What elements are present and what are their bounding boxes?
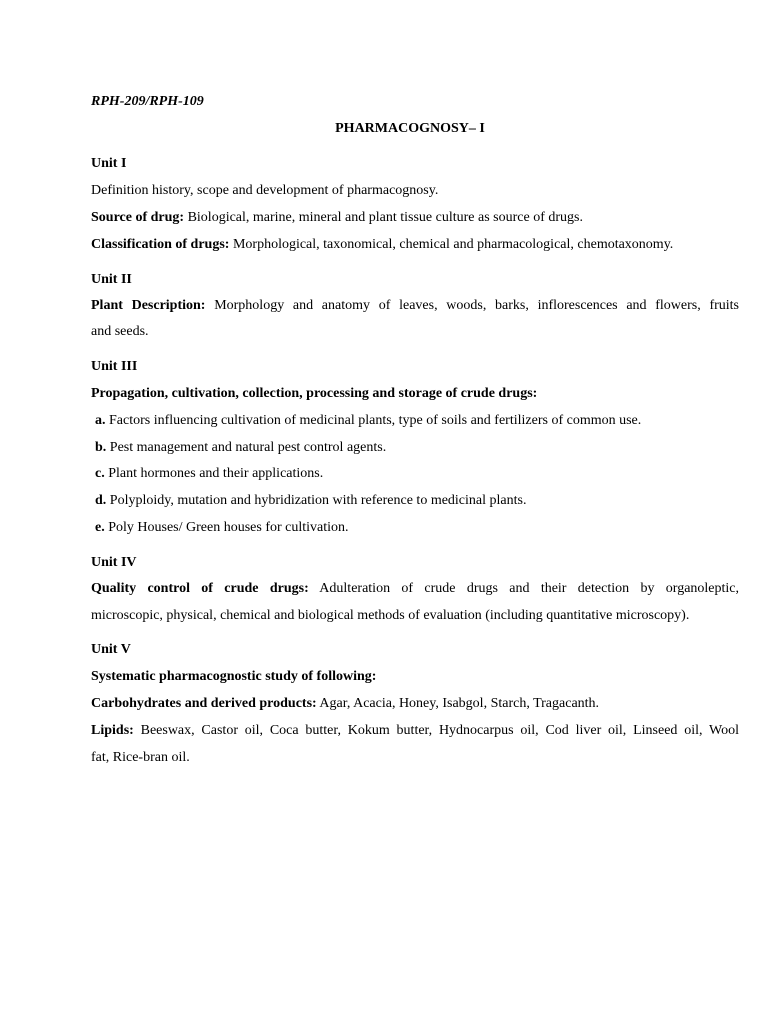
unit-5-heading: Unit V <box>91 642 131 657</box>
item-text: Pest management and natural pest control agents. <box>106 440 387 455</box>
unit-3-subheading: Propagation, cultivation, collection, processing and storage of crude drugs: <box>91 386 538 401</box>
unit-5-lipids-line-2: fat, Rice-bran oil. <box>91 750 190 765</box>
page-title: PHARMACOGNOSY– I <box>335 121 485 136</box>
item-text: Plant hormones and their applications. <box>104 466 324 481</box>
plant-label: Plant Description: <box>91 298 206 313</box>
unit-1-source <box>91 209 583 227</box>
item-marker: d. <box>95 493 107 508</box>
qc-text-1: Adulteration of crude drugs and their detection by organoleptic, <box>308 581 740 596</box>
unit-5-subheading: Systematic pharmacognostic study of following: <box>91 669 377 684</box>
item-marker: e. <box>95 520 105 535</box>
source-label: Source of drug: <box>91 210 185 225</box>
unit-4-qc-line-1 <box>91 580 739 598</box>
unit-4-qc-line-2: microscopic, physical, chemical and biological methods of evaluation (including quantitative microscopy). <box>91 608 690 623</box>
unit-3-item-c <box>95 465 323 483</box>
course-code: RPH-209/RPH-109 <box>91 94 204 109</box>
item-marker: c. <box>95 466 105 481</box>
unit-2-plant-line-2: and seeds. <box>91 324 149 339</box>
unit-3-heading: Unit III <box>91 359 138 374</box>
classification-label: Classification of drugs: <box>91 237 230 252</box>
unit-1-definition: Definition history, scope and development of pharmacognosy. <box>91 183 439 198</box>
item-text: Poly Houses/ Green houses for cultivation. <box>104 520 349 535</box>
plant-text-1: Morphology and anatomy of leaves, woods, barks, inflorescences and flowers, fruits <box>205 298 739 313</box>
carb-text: Agar, Acacia, Honey, Isabgol, Starch, Tragacanth. <box>316 696 600 711</box>
unit-5-carbohydrates <box>91 695 599 713</box>
unit-4-heading: Unit IV <box>91 555 137 570</box>
qc-label: Quality control of crude drugs: <box>91 581 309 596</box>
unit-3-item-e <box>95 519 349 537</box>
item-marker: a. <box>95 413 106 428</box>
lipids-label: Lipids: <box>91 723 134 738</box>
carb-label: Carbohydrates and derived products: <box>91 696 317 711</box>
unit-3-item-b <box>95 439 386 457</box>
item-marker: b. <box>95 440 107 455</box>
source-text: Biological, marine, mineral and plant tissue culture as source of drugs. <box>184 210 583 225</box>
unit-1-classification <box>91 236 673 254</box>
unit-3-item-d <box>95 492 526 510</box>
item-text: Factors influencing cultivation of medicinal plants, type of soils and fertilizers of common use. <box>105 413 642 428</box>
unit-2-heading: Unit II <box>91 272 132 287</box>
unit-3-item-a <box>95 412 641 430</box>
unit-5-lipids-line-1 <box>91 722 739 740</box>
lipids-text-1: Beeswax, Castor oil, Coca butter, Kokum butter, Hydnocarpus oil, Cod liver oil, Linseed oil, Wool <box>133 723 739 738</box>
item-text: Polyploidy, mutation and hybridization with reference to medicinal plants. <box>106 493 527 508</box>
unit-1-heading: Unit I <box>91 156 127 171</box>
unit-2-plant-line-1 <box>91 297 739 315</box>
classification-text: Morphological, taxonomical, chemical and pharmacological, chemotaxonomy. <box>229 237 674 252</box>
